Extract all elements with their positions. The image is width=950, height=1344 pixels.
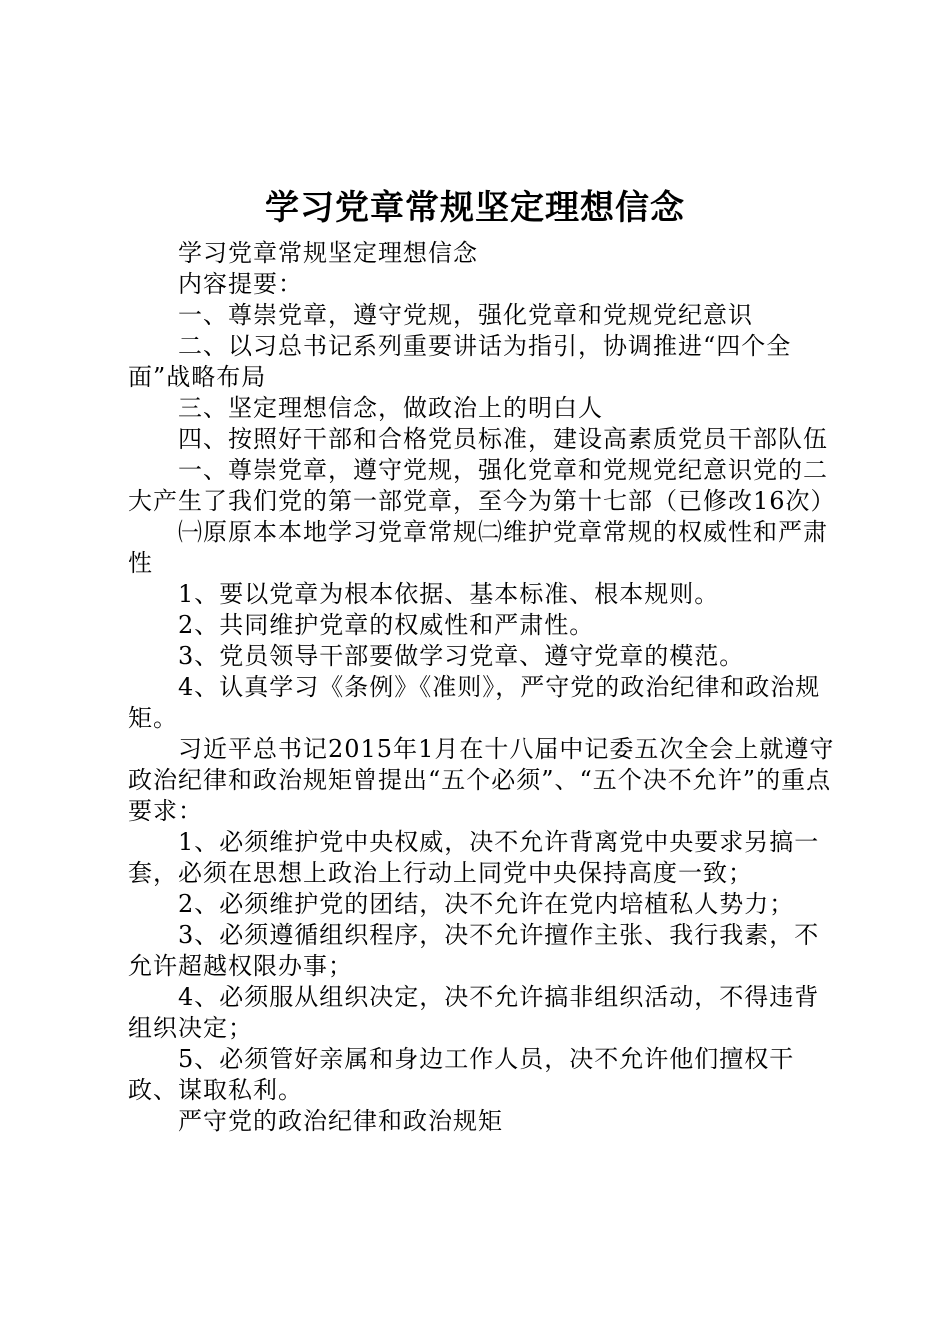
paragraph: 2、必须维护党的团结，决不允许在党内培植私人势力； [178,890,795,918]
paragraph: 4、必须服从组织决定，决不允许搞非组织活动，不得违背组织决定； [128,983,820,1042]
document-body [128,238,838,1137]
paragraph: 一、尊崇党章，遵守党规，强化党章和党规党纪意识党的二大产生了我们党的第一部党章，至今为第十七部（已修改16次） [128,456,836,515]
paragraph: 2、共同维护党章的权威性和严肃性。 [178,611,595,639]
paragraph: 习近平总书记2015年1月在十八届中记委五次全会上就遵守政治纪律和政治规矩曾提出“五个必须”、“五个决不允许”的重点要求： [128,735,835,825]
paragraph: 二、以习总书记系列重要讲话为指引，协调推进“四个全面”战略布局 [128,332,792,391]
paragraph: 内容提要： [178,270,303,298]
paragraph: 严守党的政治纪律和政治规矩 [178,1107,503,1135]
paragraph: 3、党员领导干部要做学习党章、遵守党章的模范。 [178,642,745,670]
document-title: 学习党章常规坚定理想信念 [265,188,685,228]
paragraph: 学习党章常规坚定理想信念 [178,239,478,267]
paragraph: 一、尊崇党章，遵守党规，强化党章和党规党纪意识 [178,301,753,329]
paragraph: ㈠原原本本地学习党章常规㈡维护党章常规的权威性和严肃性 [128,518,828,577]
paragraph: 3、必须遵循组织程序，决不允许擅作主张、我行我素，不允许超越权限办事； [128,921,820,980]
paragraph: 四、按照好干部和合格党员标准，建设高素质党员干部队伍 [178,425,828,453]
paragraph: 三、坚定理想信念，做政治上的明白人 [178,394,603,422]
paragraph: 4、认真学习《条例》《准则》，严守党的政治纪律和政治规矩。 [128,673,821,732]
paragraph: 5、必须管好亲属和身边工作人员，决不允许他们擅权干政、谋取私利。 [128,1045,795,1104]
paragraph: 1、要以党章为根本依据、基本标准、根本规则。 [178,580,720,608]
paragraph: 1、必须维护党中央权威，决不允许背离党中央要求另搞一套，必须在思想上政治上行动上同党中央保持高度一致； [128,828,820,887]
